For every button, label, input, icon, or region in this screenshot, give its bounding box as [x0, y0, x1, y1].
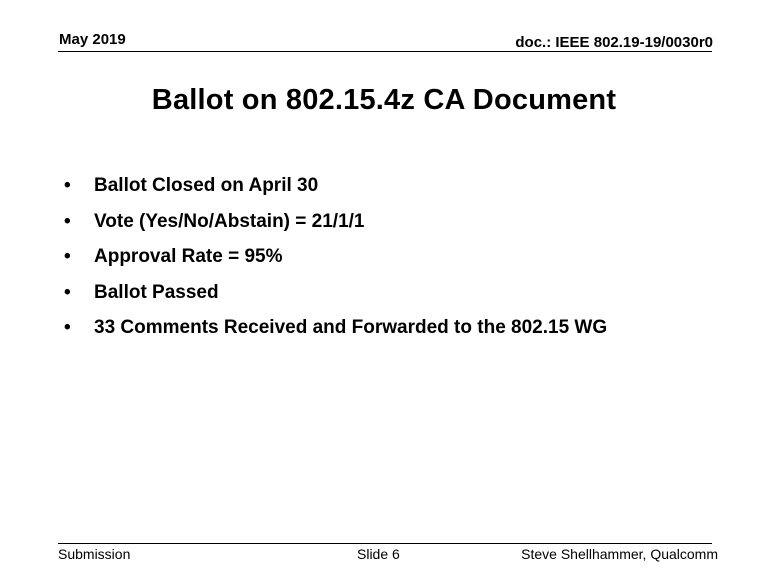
bullet-item — [64, 168, 607, 204]
bullet-text: Ballot Passed — [94, 281, 219, 303]
footer-divider — [58, 543, 712, 544]
bullet-text: 33 Comments Received and Forwarded to the 802.15 WG — [94, 317, 608, 338]
bullet-list — [64, 168, 607, 346]
bullet-item — [64, 239, 607, 275]
bullet-icon: • — [64, 281, 71, 303]
bullet-icon: • — [64, 246, 71, 267]
bullet-icon: • — [64, 210, 71, 232]
footer-author: Steve Shellhammer, Qualcomm — [521, 546, 718, 562]
bullet-item — [64, 275, 607, 311]
bullet-icon: • — [64, 317, 71, 338]
bullet-item — [64, 310, 607, 346]
footer-slide-number: Slide 6 — [357, 546, 400, 562]
header-doc-id: doc.: IEEE 802.19-19/0030r0 — [515, 34, 713, 51]
bullet-item — [64, 204, 607, 240]
bullet-icon: • — [64, 175, 71, 196]
header-divider — [58, 51, 712, 52]
bullet-text: Ballot Closed on April 30 — [94, 175, 319, 196]
slide-title: Ballot on 802.15.4z CA Document — [151, 84, 617, 116]
bullet-text: Vote (Yes/No/Abstain) = 21/1/1 — [94, 210, 365, 232]
bullet-text: Approval Rate = 95% — [94, 246, 283, 267]
header-date: May 2019 — [59, 31, 126, 48]
footer-submission: Submission — [58, 546, 131, 562]
